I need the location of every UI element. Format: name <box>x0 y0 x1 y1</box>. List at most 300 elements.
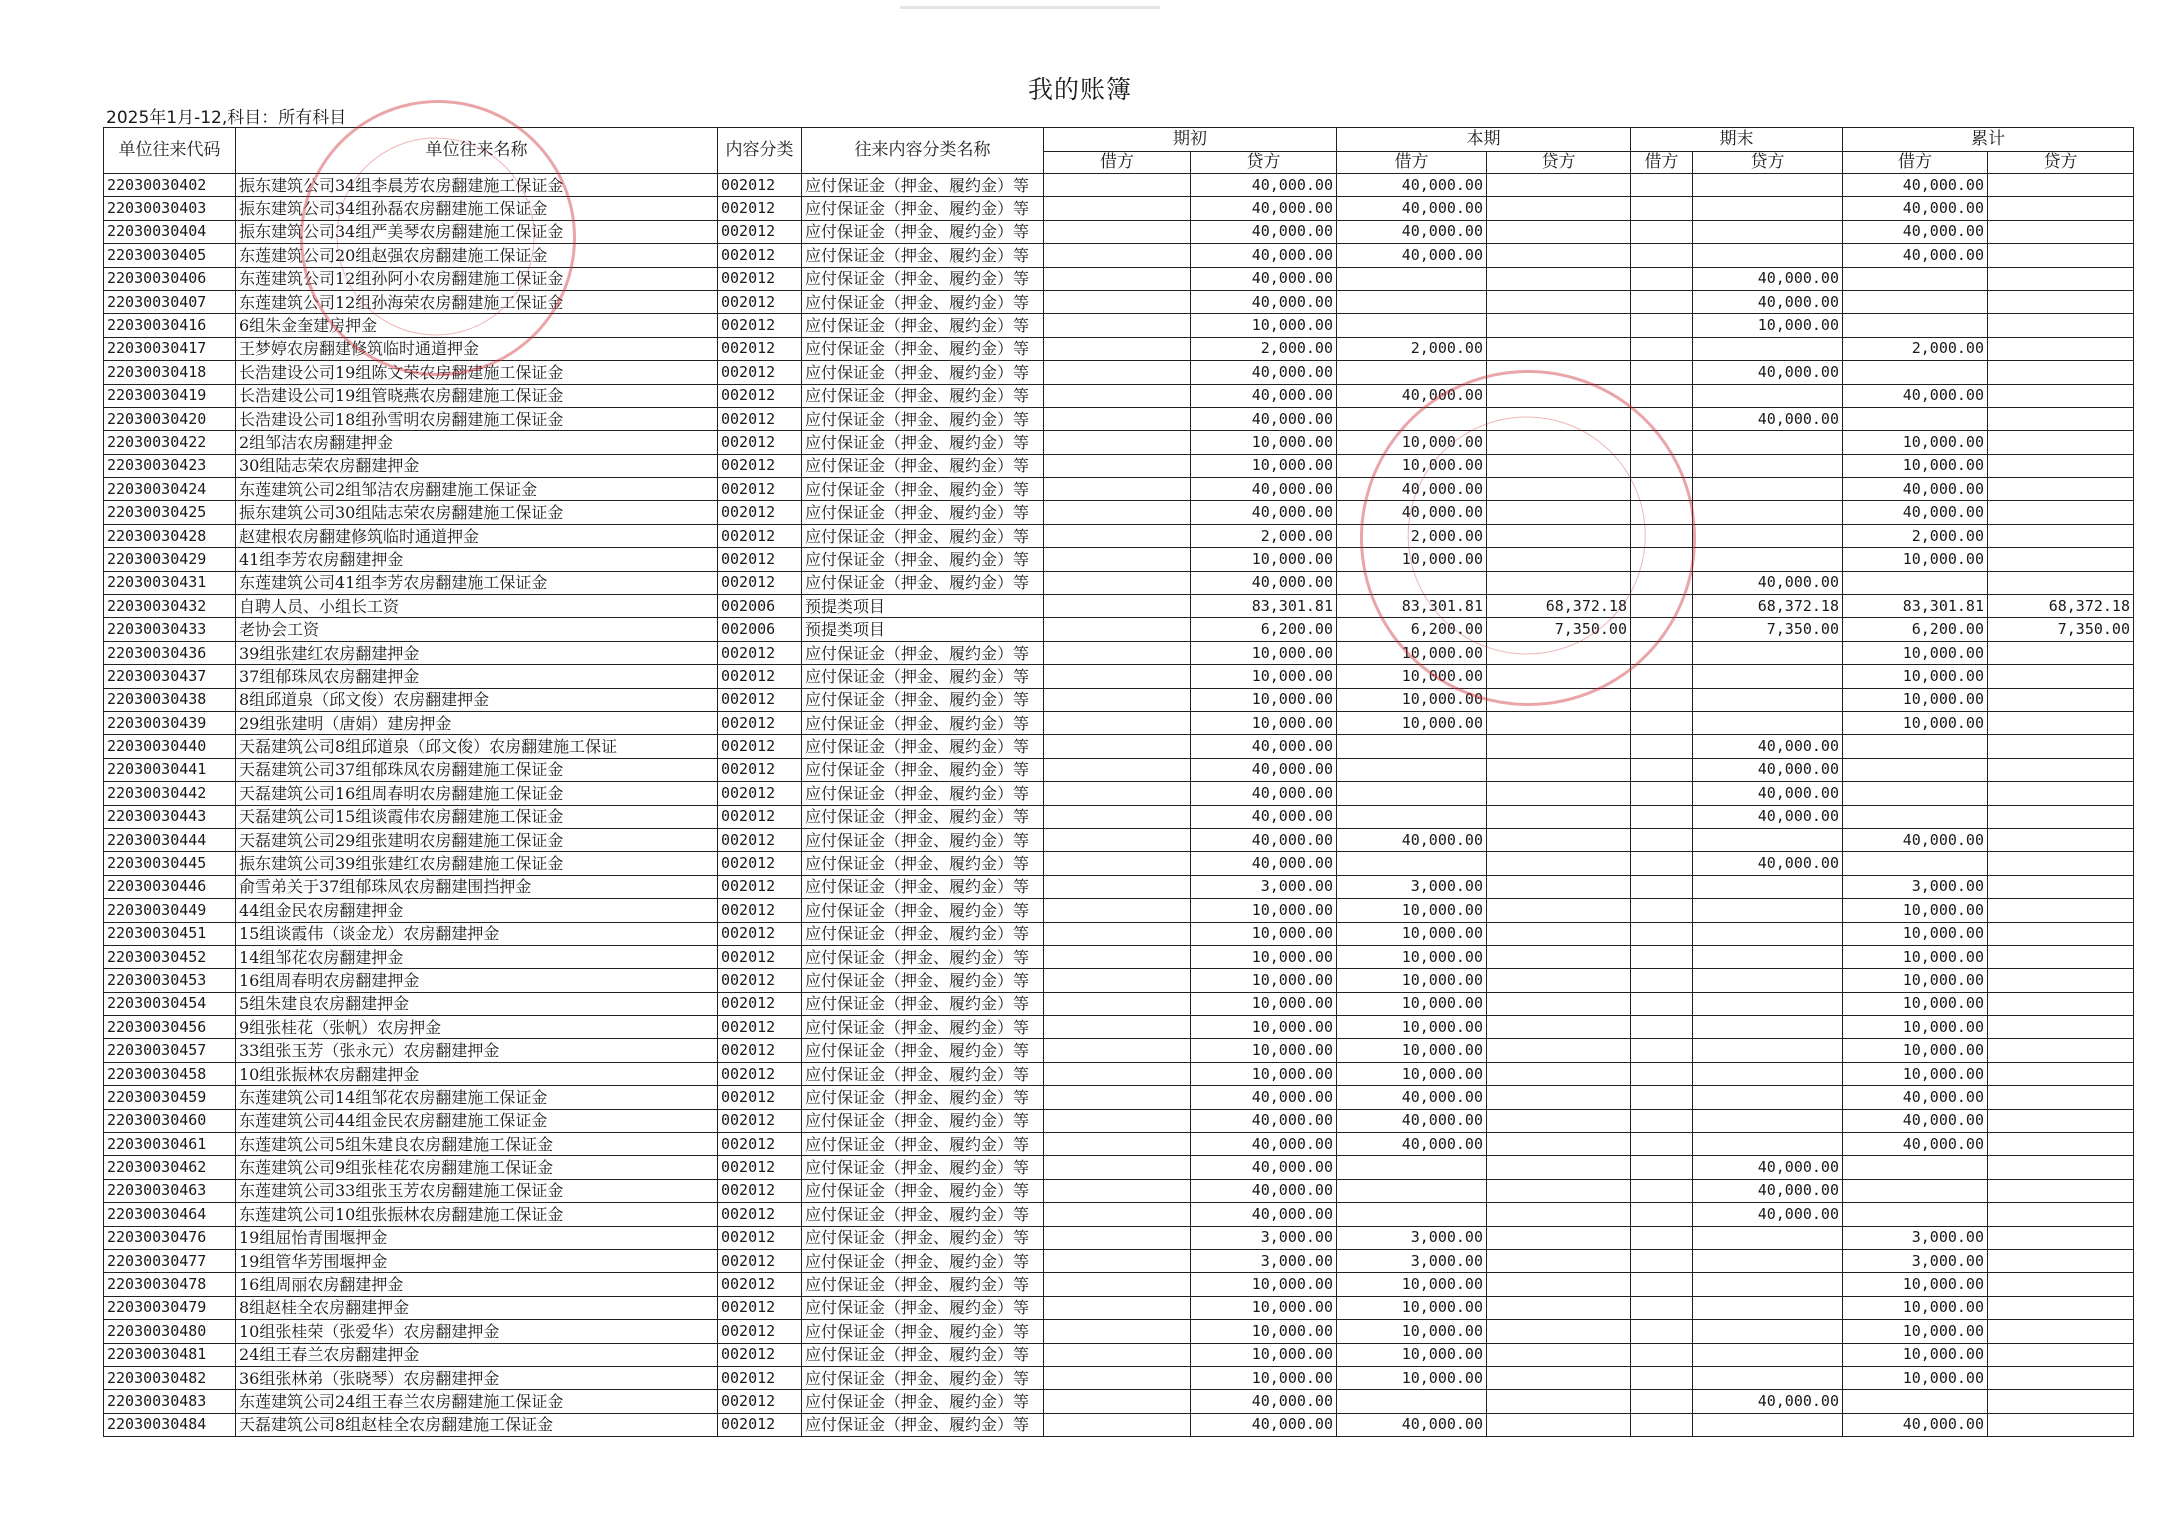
cell-class: 002012 <box>718 1109 802 1132</box>
table-row <box>104 688 2134 711</box>
cell-opening-credit: 40,000.00 <box>1191 852 1337 875</box>
cell-name: 10组张桂荣（张爱华）农房翻建押金 <box>236 1320 718 1343</box>
cell-opening-credit: 10,000.00 <box>1191 945 1337 968</box>
cell-current-debit: 10,000.00 <box>1337 1016 1487 1039</box>
cell-class: 002012 <box>718 431 802 454</box>
cell-code: 22030030462 <box>104 1156 236 1179</box>
cell-opening-debit <box>1044 782 1191 805</box>
cell-cumulative-debit <box>1843 735 1988 758</box>
cell-class-name: 应付保证金（押金、履约金）等 <box>802 1203 1044 1226</box>
cell-cumulative-debit: 10,000.00 <box>1843 1296 1988 1319</box>
table-row <box>104 595 2134 618</box>
cell-code: 22030030464 <box>104 1203 236 1226</box>
table-row <box>104 1390 2134 1413</box>
cell-class-name: 应付保证金（押金、履约金）等 <box>802 548 1044 571</box>
cell-opening-credit: 40,000.00 <box>1191 1413 1337 1436</box>
table-row <box>104 1039 2134 1062</box>
cell-cumulative-credit <box>1988 758 2134 781</box>
cell-closing-debit <box>1631 454 1693 477</box>
cell-class: 002012 <box>718 267 802 290</box>
cell-closing-credit: 40,000.00 <box>1693 571 1843 594</box>
cell-cumulative-credit <box>1988 1086 2134 1109</box>
cell-cumulative-credit <box>1988 1062 2134 1085</box>
cell-class-name: 应付保证金（押金、履约金）等 <box>802 197 1044 220</box>
cell-name: 6组朱金奎建房押金 <box>236 314 718 337</box>
cell-opening-credit: 10,000.00 <box>1191 641 1337 664</box>
cell-class-name: 应付保证金（押金、履约金）等 <box>802 478 1044 501</box>
cell-closing-debit <box>1631 384 1693 407</box>
cell-current-credit <box>1487 1203 1631 1226</box>
cell-code: 22030030416 <box>104 314 236 337</box>
cell-code: 22030030420 <box>104 407 236 430</box>
cell-closing-credit <box>1693 875 1843 898</box>
cell-current-debit: 3,000.00 <box>1337 875 1487 898</box>
cell-current-credit <box>1487 828 1631 851</box>
cell-cumulative-debit: 40,000.00 <box>1843 244 1988 267</box>
cell-opening-credit: 10,000.00 <box>1191 1320 1337 1343</box>
cell-cumulative-debit: 10,000.00 <box>1843 454 1988 477</box>
cell-closing-credit: 40,000.00 <box>1693 1390 1843 1413</box>
cell-closing-credit <box>1693 1366 1843 1389</box>
cell-cumulative-debit: 3,000.00 <box>1843 1226 1988 1249</box>
cell-class: 002012 <box>718 1320 802 1343</box>
cell-opening-debit <box>1044 758 1191 781</box>
cell-closing-debit <box>1631 244 1693 267</box>
cell-current-credit <box>1487 945 1631 968</box>
cell-name: 8组邱道泉（邱文俊）农房翻建押金 <box>236 688 718 711</box>
cell-opening-credit: 83,301.81 <box>1191 595 1337 618</box>
cell-cumulative-credit: 7,350.00 <box>1988 618 2134 641</box>
cell-closing-debit <box>1631 290 1693 313</box>
cell-code: 22030030407 <box>104 290 236 313</box>
cell-current-debit: 83,301.81 <box>1337 595 1487 618</box>
cell-current-debit: 2,000.00 <box>1337 524 1487 547</box>
cell-current-debit: 10,000.00 <box>1337 1039 1487 1062</box>
cell-class: 002012 <box>718 1039 802 1062</box>
cell-class: 002012 <box>718 244 802 267</box>
cell-closing-credit <box>1693 501 1843 524</box>
cell-class: 002012 <box>718 1062 802 1085</box>
header-opening: 期初 <box>1044 128 1337 152</box>
cell-opening-credit: 40,000.00 <box>1191 1109 1337 1132</box>
cell-opening-debit <box>1044 1086 1191 1109</box>
cell-closing-credit <box>1693 454 1843 477</box>
cell-code: 22030030451 <box>104 922 236 945</box>
cell-cumulative-debit: 10,000.00 <box>1843 1016 1988 1039</box>
cell-class-name: 应付保证金（押金、履约金）等 <box>802 735 1044 758</box>
table-row <box>104 384 2134 407</box>
cell-class: 002012 <box>718 1203 802 1226</box>
cell-name: 长浩建设公司18组孙雪明农房翻建施工保证金 <box>236 407 718 430</box>
cell-closing-credit <box>1693 1296 1843 1319</box>
cell-opening-credit: 10,000.00 <box>1191 1062 1337 1085</box>
cell-opening-debit <box>1044 595 1191 618</box>
cell-name: 天磊建筑公司8组邱道泉（邱文俊）农房翻建施工保证 <box>236 735 718 758</box>
cell-closing-credit: 40,000.00 <box>1693 1156 1843 1179</box>
cell-code: 22030030438 <box>104 688 236 711</box>
cell-opening-debit <box>1044 1179 1191 1202</box>
cell-current-credit <box>1487 665 1631 688</box>
cell-cumulative-credit <box>1988 174 2134 197</box>
cell-cumulative-credit <box>1988 969 2134 992</box>
cell-opening-debit <box>1044 1413 1191 1436</box>
cell-closing-debit <box>1631 267 1693 290</box>
header-cls: 内容分类 <box>718 128 802 174</box>
cell-class-name: 应付保证金（押金、履约金）等 <box>802 267 1044 290</box>
cell-current-debit <box>1337 758 1487 781</box>
cell-cumulative-debit <box>1843 571 1988 594</box>
cell-class: 002012 <box>718 220 802 243</box>
cell-code: 22030030429 <box>104 548 236 571</box>
cell-closing-credit <box>1693 1133 1843 1156</box>
cell-class-name: 应付保证金（押金、履约金）等 <box>802 1109 1044 1132</box>
cell-class: 002012 <box>718 1156 802 1179</box>
cell-class: 002012 <box>718 758 802 781</box>
cell-name: 天磊建筑公司29组张建明农房翻建施工保证金 <box>236 828 718 851</box>
cell-current-credit <box>1487 969 1631 992</box>
cell-current-debit: 10,000.00 <box>1337 711 1487 734</box>
cell-code: 22030030453 <box>104 969 236 992</box>
cell-code: 22030030463 <box>104 1179 236 1202</box>
cell-current-credit <box>1487 431 1631 454</box>
cell-class: 002012 <box>718 197 802 220</box>
cell-closing-debit <box>1631 1226 1693 1249</box>
cell-closing-debit <box>1631 969 1693 992</box>
cell-closing-credit <box>1693 384 1843 407</box>
cell-class-name: 应付保证金（押金、履约金）等 <box>802 1179 1044 1202</box>
cell-closing-debit <box>1631 1390 1693 1413</box>
cell-opening-debit <box>1044 1273 1191 1296</box>
cell-opening-debit <box>1044 922 1191 945</box>
cell-cumulative-debit <box>1843 290 1988 313</box>
cell-name: 王梦婷农房翻建修筑临时通道押金 <box>236 337 718 360</box>
cell-opening-credit: 40,000.00 <box>1191 478 1337 501</box>
cell-current-debit: 40,000.00 <box>1337 501 1487 524</box>
table-row <box>104 641 2134 664</box>
cell-opening-debit <box>1044 478 1191 501</box>
cell-closing-credit <box>1693 548 1843 571</box>
cell-class: 002012 <box>718 875 802 898</box>
cell-closing-credit <box>1693 1226 1843 1249</box>
cell-cumulative-credit <box>1988 805 2134 828</box>
cell-cumulative-credit <box>1988 992 2134 1015</box>
cell-closing-credit: 40,000.00 <box>1693 407 1843 430</box>
cell-cumulative-debit <box>1843 1179 1988 1202</box>
cell-opening-debit <box>1044 1156 1191 1179</box>
cell-closing-debit <box>1631 618 1693 641</box>
cell-current-debit <box>1337 782 1487 805</box>
cell-code: 22030030460 <box>104 1109 236 1132</box>
cell-cumulative-debit: 40,000.00 <box>1843 384 1988 407</box>
cell-cumulative-debit <box>1843 782 1988 805</box>
cell-class-name: 应付保证金（押金、履约金）等 <box>802 501 1044 524</box>
cell-class-name: 应付保证金（押金、履约金）等 <box>802 875 1044 898</box>
cell-name: 赵建根农房翻建修筑临时通道押金 <box>236 524 718 547</box>
cell-cumulative-debit: 6,200.00 <box>1843 618 1988 641</box>
cell-code: 22030030458 <box>104 1062 236 1085</box>
cell-cumulative-debit <box>1843 852 1988 875</box>
table-row <box>104 454 2134 477</box>
cell-opening-debit <box>1044 384 1191 407</box>
cell-opening-credit: 40,000.00 <box>1191 758 1337 781</box>
cell-class: 002012 <box>718 969 802 992</box>
cell-code: 22030030437 <box>104 665 236 688</box>
cell-class: 002012 <box>718 361 802 384</box>
cell-closing-debit <box>1631 1296 1693 1319</box>
cell-cumulative-debit: 10,000.00 <box>1843 688 1988 711</box>
cell-code: 22030030477 <box>104 1249 236 1272</box>
cell-cumulative-debit: 10,000.00 <box>1843 1343 1988 1366</box>
cell-name: 东莲建筑公司10组张振林农房翻建施工保证金 <box>236 1203 718 1226</box>
cell-class: 002012 <box>718 945 802 968</box>
cell-class-name: 预提类项目 <box>802 618 1044 641</box>
cell-code: 22030030457 <box>104 1039 236 1062</box>
cell-code: 22030030446 <box>104 875 236 898</box>
cell-current-debit: 10,000.00 <box>1337 899 1487 922</box>
cell-current-credit <box>1487 735 1631 758</box>
cell-current-credit <box>1487 782 1631 805</box>
cell-opening-debit <box>1044 524 1191 547</box>
cell-current-credit <box>1487 244 1631 267</box>
table-row <box>104 361 2134 384</box>
cell-current-debit: 10,000.00 <box>1337 431 1487 454</box>
cell-opening-debit <box>1044 1133 1191 1156</box>
cell-opening-credit: 40,000.00 <box>1191 384 1337 407</box>
cell-opening-debit <box>1044 548 1191 571</box>
cell-current-debit: 10,000.00 <box>1337 1366 1487 1389</box>
header-current-debit: 借方 <box>1337 152 1487 174</box>
cell-name: 19组屈怡青围堰押金 <box>236 1226 718 1249</box>
cell-code: 22030030436 <box>104 641 236 664</box>
cell-current-debit: 40,000.00 <box>1337 384 1487 407</box>
cell-opening-credit: 10,000.00 <box>1191 969 1337 992</box>
cell-class-name: 应付保证金（押金、履约金）等 <box>802 852 1044 875</box>
cell-opening-credit: 10,000.00 <box>1191 922 1337 945</box>
cell-current-credit <box>1487 1156 1631 1179</box>
cell-opening-credit: 40,000.00 <box>1191 571 1337 594</box>
cell-closing-credit: 40,000.00 <box>1693 290 1843 313</box>
cell-class-name: 应付保证金（押金、履约金）等 <box>802 922 1044 945</box>
cell-class-name: 应付保证金（押金、履约金）等 <box>802 641 1044 664</box>
table-row <box>104 922 2134 945</box>
cell-closing-credit <box>1693 922 1843 945</box>
cell-name: 长浩建设公司19组管晓燕农房翻建施工保证金 <box>236 384 718 407</box>
cell-opening-debit <box>1044 314 1191 337</box>
cell-current-credit <box>1487 454 1631 477</box>
cell-current-debit: 40,000.00 <box>1337 174 1487 197</box>
cell-cumulative-debit: 10,000.00 <box>1843 992 1988 1015</box>
cell-name: 19组管华芳围堰押金 <box>236 1249 718 1272</box>
cell-current-credit <box>1487 548 1631 571</box>
cell-cumulative-credit <box>1988 782 2134 805</box>
cell-current-credit <box>1487 197 1631 220</box>
cell-class: 002012 <box>718 174 802 197</box>
cell-cumulative-debit: 10,000.00 <box>1843 1273 1988 1296</box>
cell-opening-credit: 10,000.00 <box>1191 548 1337 571</box>
table-row <box>104 1366 2134 1389</box>
cell-opening-credit: 40,000.00 <box>1191 1133 1337 1156</box>
cell-opening-credit: 10,000.00 <box>1191 1343 1337 1366</box>
header-name: 单位往来名称 <box>236 128 718 174</box>
cell-opening-debit <box>1044 805 1191 828</box>
cell-code: 22030030484 <box>104 1413 236 1436</box>
cell-class: 002012 <box>718 899 802 922</box>
cell-class: 002006 <box>718 618 802 641</box>
cell-closing-credit <box>1693 828 1843 851</box>
cell-opening-credit: 10,000.00 <box>1191 992 1337 1015</box>
table-row <box>104 758 2134 781</box>
cell-opening-debit <box>1044 1296 1191 1319</box>
cell-closing-credit <box>1693 174 1843 197</box>
table-row <box>104 1296 2134 1319</box>
cell-current-credit <box>1487 688 1631 711</box>
cell-current-credit <box>1487 524 1631 547</box>
cell-current-debit <box>1337 1203 1487 1226</box>
cell-name: 39组张建红农房翻建押金 <box>236 641 718 664</box>
cell-cumulative-debit <box>1843 805 1988 828</box>
cell-opening-debit <box>1044 1016 1191 1039</box>
cell-class-name: 应付保证金（押金、履约金）等 <box>802 1062 1044 1085</box>
cell-current-credit <box>1487 922 1631 945</box>
cell-cumulative-credit <box>1988 1133 2134 1156</box>
cell-closing-credit: 40,000.00 <box>1693 758 1843 781</box>
cell-current-debit <box>1337 290 1487 313</box>
cell-code: 22030030424 <box>104 478 236 501</box>
cell-opening-debit <box>1044 852 1191 875</box>
cell-opening-credit: 10,000.00 <box>1191 1366 1337 1389</box>
cell-cumulative-credit <box>1988 244 2134 267</box>
cell-cumulative-debit: 10,000.00 <box>1843 1320 1988 1343</box>
cell-name: 41组李芳农房翻建押金 <box>236 548 718 571</box>
cell-closing-credit <box>1693 1413 1843 1436</box>
cell-opening-debit <box>1044 641 1191 664</box>
cell-name: 东莲建筑公司12组孙阿小农房翻建施工保证金 <box>236 267 718 290</box>
cell-opening-credit: 2,000.00 <box>1191 337 1337 360</box>
cell-opening-credit: 2,000.00 <box>1191 524 1337 547</box>
cell-current-debit: 40,000.00 <box>1337 1133 1487 1156</box>
cell-cumulative-debit: 10,000.00 <box>1843 1039 1988 1062</box>
cell-cumulative-credit <box>1988 548 2134 571</box>
cell-cumulative-credit <box>1988 524 2134 547</box>
cell-closing-debit <box>1631 478 1693 501</box>
cell-current-debit: 3,000.00 <box>1337 1226 1487 1249</box>
cell-opening-debit <box>1044 875 1191 898</box>
table-row <box>104 524 2134 547</box>
cell-opening-credit: 3,000.00 <box>1191 1249 1337 1272</box>
cell-class: 002012 <box>718 1179 802 1202</box>
cell-closing-debit <box>1631 1320 1693 1343</box>
cell-class-name: 应付保证金（押金、履约金）等 <box>802 1273 1044 1296</box>
cell-name: 东莲建筑公司9组张桂花农房翻建施工保证金 <box>236 1156 718 1179</box>
cell-closing-credit: 40,000.00 <box>1693 361 1843 384</box>
cell-closing-debit <box>1631 1016 1693 1039</box>
cell-current-credit <box>1487 1133 1631 1156</box>
cell-code: 22030030423 <box>104 454 236 477</box>
cell-class: 002012 <box>718 1413 802 1436</box>
cell-cumulative-debit: 40,000.00 <box>1843 220 1988 243</box>
cell-class: 002012 <box>718 688 802 711</box>
cell-opening-debit <box>1044 735 1191 758</box>
cell-class-name: 应付保证金（押金、履约金）等 <box>802 1343 1044 1366</box>
cell-closing-debit <box>1631 711 1693 734</box>
cell-class: 002012 <box>718 805 802 828</box>
cell-class: 002012 <box>718 290 802 313</box>
cell-closing-credit <box>1693 244 1843 267</box>
cell-class: 002012 <box>718 992 802 1015</box>
report-period: 2025年1月-12,科目：所有科目 <box>106 108 347 128</box>
cell-current-credit <box>1487 1016 1631 1039</box>
cell-current-debit <box>1337 1390 1487 1413</box>
cell-opening-debit <box>1044 828 1191 851</box>
cell-class-name: 应付保证金（押金、履约金）等 <box>802 782 1044 805</box>
cell-closing-credit: 40,000.00 <box>1693 735 1843 758</box>
cell-opening-debit <box>1044 688 1191 711</box>
cell-current-debit: 10,000.00 <box>1337 665 1487 688</box>
cell-code: 22030030403 <box>104 197 236 220</box>
cell-current-credit <box>1487 501 1631 524</box>
cell-current-credit <box>1487 1343 1631 1366</box>
table-row <box>104 1133 2134 1156</box>
cell-cumulative-credit <box>1988 1179 2134 1202</box>
cell-closing-debit <box>1631 1156 1693 1179</box>
cell-cumulative-credit <box>1988 267 2134 290</box>
cell-cumulative-credit <box>1988 828 2134 851</box>
cell-opening-credit: 40,000.00 <box>1191 501 1337 524</box>
cell-class-name: 应付保证金（押金、履约金）等 <box>802 665 1044 688</box>
cell-closing-debit <box>1631 782 1693 805</box>
cell-opening-credit: 40,000.00 <box>1191 1156 1337 1179</box>
cell-class-name: 应付保证金（押金、履约金）等 <box>802 174 1044 197</box>
cell-closing-debit <box>1631 1109 1693 1132</box>
cell-current-debit <box>1337 852 1487 875</box>
cell-class: 002012 <box>718 1343 802 1366</box>
cell-cumulative-debit <box>1843 1156 1988 1179</box>
header-code: 单位往来代码 <box>104 128 236 174</box>
cell-current-debit <box>1337 805 1487 828</box>
cell-closing-credit <box>1693 220 1843 243</box>
cell-closing-debit <box>1631 337 1693 360</box>
cell-closing-credit <box>1693 1249 1843 1272</box>
cell-code: 22030030461 <box>104 1133 236 1156</box>
cell-opening-debit <box>1044 1109 1191 1132</box>
cell-current-credit <box>1487 1086 1631 1109</box>
cell-closing-credit <box>1693 641 1843 664</box>
cell-closing-debit <box>1631 1179 1693 1202</box>
cell-class-name: 应付保证金（押金、履约金）等 <box>802 454 1044 477</box>
cell-cumulative-credit <box>1988 899 2134 922</box>
cell-cumulative-debit: 40,000.00 <box>1843 478 1988 501</box>
cell-closing-credit <box>1693 992 1843 1015</box>
cell-name: 振东建筑公司34组孙磊农房翻建施工保证金 <box>236 197 718 220</box>
table-row <box>104 1179 2134 1202</box>
cell-closing-credit <box>1693 899 1843 922</box>
cell-closing-credit <box>1693 1109 1843 1132</box>
cell-name: 15组谈霞伟（谈金龙）农房翻建押金 <box>236 922 718 945</box>
cell-opening-credit: 40,000.00 <box>1191 244 1337 267</box>
cell-current-credit <box>1487 407 1631 430</box>
cell-current-debit: 10,000.00 <box>1337 548 1487 571</box>
cell-current-debit <box>1337 735 1487 758</box>
cell-class: 002012 <box>718 501 802 524</box>
cell-opening-debit <box>1044 501 1191 524</box>
cell-class-name: 应付保证金（押金、履约金）等 <box>802 1226 1044 1249</box>
table-row <box>104 805 2134 828</box>
cell-code: 22030030480 <box>104 1320 236 1343</box>
cell-current-debit: 10,000.00 <box>1337 969 1487 992</box>
cell-cumulative-debit <box>1843 361 1988 384</box>
table-row <box>104 197 2134 220</box>
cell-closing-credit <box>1693 1039 1843 1062</box>
